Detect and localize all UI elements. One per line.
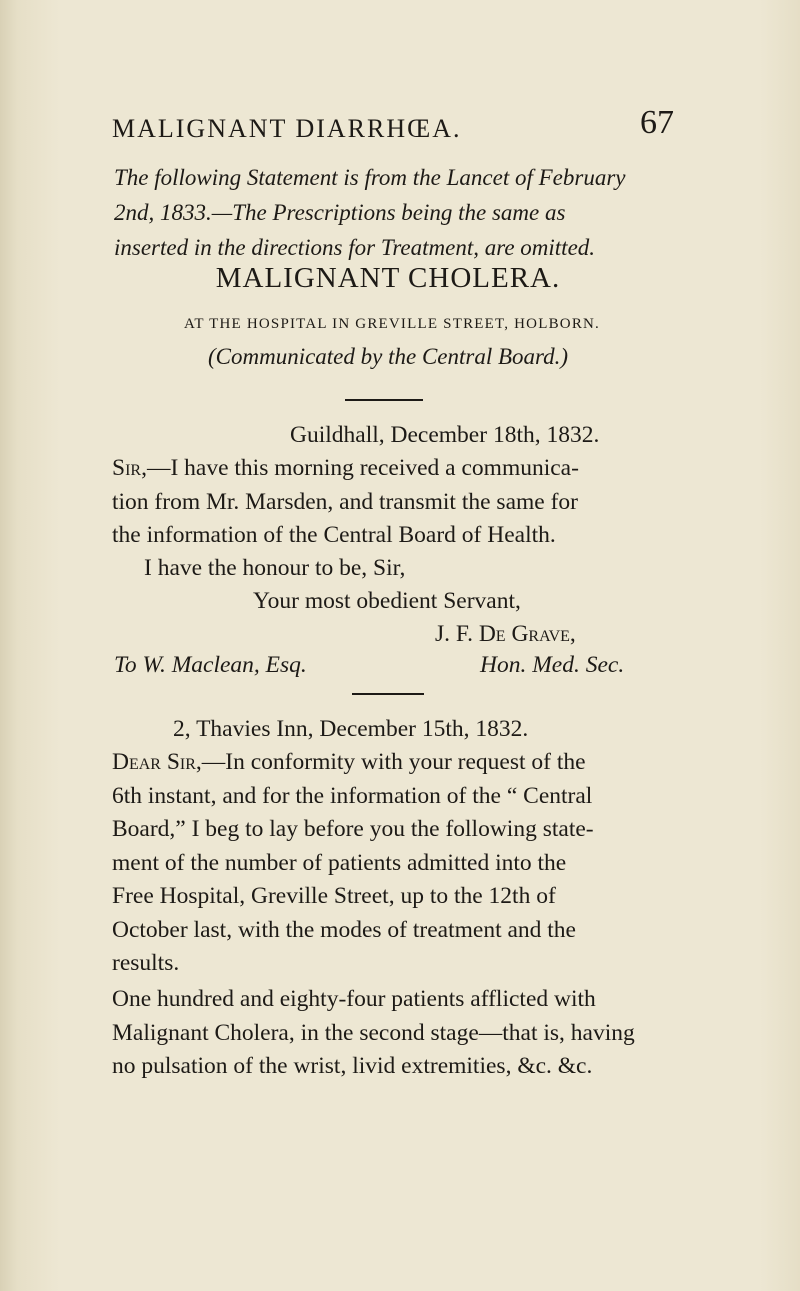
letter2-para2-line-3: no pulsation of the wrist, livid extremities, &c. &c. bbox=[112, 1053, 593, 1079]
letter2-paragraph-2 bbox=[112, 983, 677, 1084]
letter2-line-1 bbox=[112, 746, 677, 780]
letter2-dateline: 2, Thavies Inn, December 15th, 1832. bbox=[173, 716, 529, 742]
letter1-closing-1: I have the honour to be, Sir, bbox=[144, 555, 406, 581]
letter2-line-3: Board,” I beg to lay before you the following state- bbox=[112, 816, 594, 842]
letter2-line-7: results. bbox=[112, 950, 180, 976]
letter1-line-1 bbox=[112, 452, 677, 486]
running-head bbox=[0, 104, 800, 144]
intro-line: inserted in the directions for Treatment, are omitted. bbox=[114, 235, 596, 260]
letter2-salutation: Dear Sir, bbox=[112, 749, 202, 775]
letter2-line-6: October last, with the modes of treatment and the bbox=[112, 916, 576, 943]
section-subtitle: AT THE HOSPITAL IN GREVILLE STREET, HOLBORN. bbox=[183, 316, 601, 332]
divider-rule bbox=[352, 693, 424, 695]
communicated-note: (Communicated by the Central Board.) bbox=[207, 344, 569, 369]
letter1-body bbox=[112, 452, 677, 553]
letter1-line-3: the information of the Central Board of Health. bbox=[112, 522, 556, 548]
letter2-para2-line-2: Malignant Cholera, in the second stage—that is, having bbox=[112, 1019, 635, 1046]
running-title: MALIGNANT DIARRHŒA. bbox=[112, 114, 462, 143]
intro-note bbox=[114, 160, 674, 265]
letter2-line-4: ment of the number of patients admitted into the bbox=[112, 849, 567, 876]
letter1-signature: J. F. De Grave, bbox=[435, 621, 576, 647]
divider-rule bbox=[345, 399, 423, 401]
letter2-line-5: Free Hospital, Greville Street, up to the 12th of bbox=[112, 883, 556, 909]
intro-line: 2nd, 1833.—The Prescriptions being the same as bbox=[114, 200, 566, 225]
letter1-salutation: Sir, bbox=[112, 455, 147, 481]
letter1-line-text: —I have this morning received a communica- bbox=[146, 455, 579, 481]
letter2-line-text: —In conformity with your request of the bbox=[201, 749, 586, 775]
letter1-line-2: tion from Mr. Marsden, and transmit the same for bbox=[112, 488, 578, 515]
letter1-dateline: Guildhall, December 18th, 1832. bbox=[290, 422, 600, 448]
letter1-closing-2: Your most obedient Servant, bbox=[253, 588, 521, 614]
letter1-addressee: To W. Maclean, Esq. bbox=[114, 652, 307, 678]
letter1-sender-title: Hon. Med. Sec. bbox=[480, 652, 625, 678]
section-title: MALIGNANT CHOLERA. bbox=[215, 262, 561, 294]
page-number: 67 bbox=[640, 104, 674, 141]
intro-line: The following Statement is from the Lancet of February bbox=[114, 165, 626, 190]
letter2-line-2: 6th instant, and for the information of the “ Central bbox=[112, 782, 593, 809]
letter2-para2-line-1: One hundred and eighty-four patients afflicted with bbox=[112, 986, 596, 1012]
letter2-body bbox=[112, 746, 677, 981]
